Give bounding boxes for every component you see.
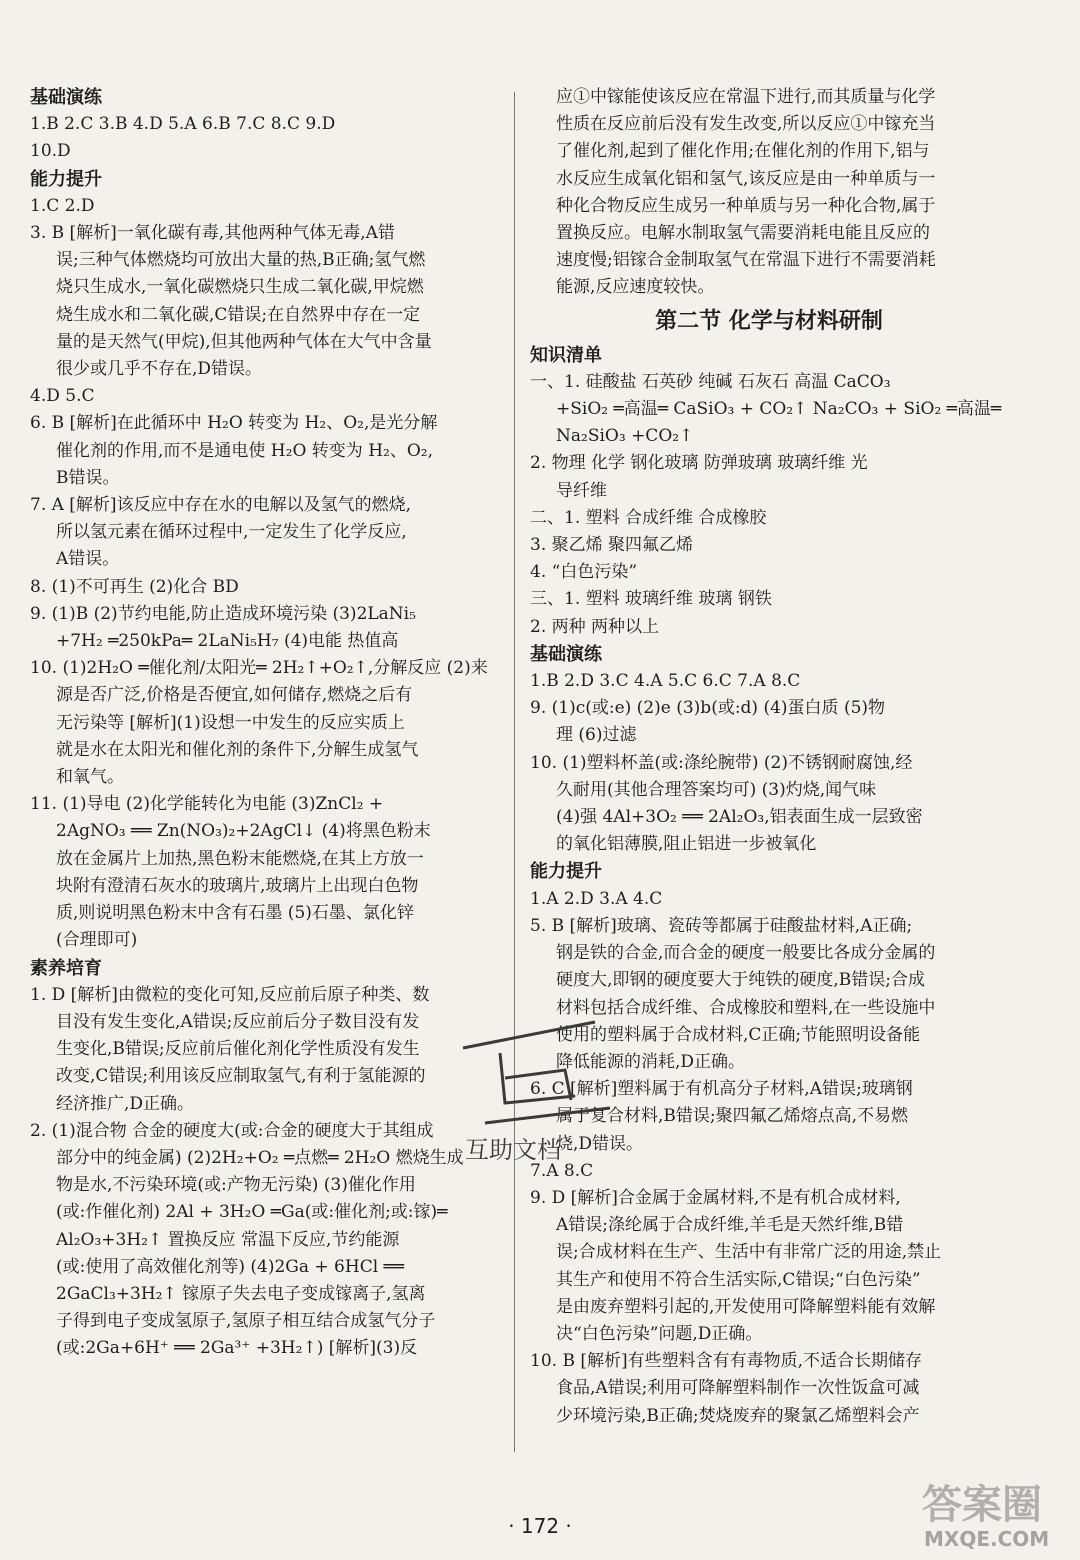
answer-line: 1.C 2.D xyxy=(30,195,95,216)
left-column xyxy=(30,84,500,1363)
answer-line: 性质在反应前后没有发生改变,所以反应①中镓充当 xyxy=(556,114,936,135)
answer-line: 1. D [解析]由微粒的变化可知,反应前后原子种类、数 xyxy=(30,984,430,1005)
answer-line: Na₂SiO₃ +CO₂↑ xyxy=(556,426,694,447)
answer-line: 理 (6)过滤 xyxy=(556,725,637,746)
answer-line: 食品,A错误;利用可降解塑料制作一次性饭盒可减 xyxy=(556,1378,920,1399)
answer-line: 7.A 8.C xyxy=(530,1160,594,1181)
right-column xyxy=(530,84,1008,1430)
answer-line: 4. “白色污染” xyxy=(530,562,638,583)
answer-line: 10. (1)塑料杯盖(或:涤纶腕带) (2)不锈钢耐腐蚀,经 xyxy=(530,752,913,773)
answer-line: 6. C [解析]塑料属于有机高分子材料,A错误;玻璃钢 xyxy=(530,1079,913,1100)
answer-line: 二、1. 塑料 合成纤维 合成橡胶 xyxy=(530,507,767,528)
answer-line: 2. 两种 两种以上 xyxy=(530,616,660,637)
answer-line: 的氧化铝薄膜,阻止铝进一步被氧化 xyxy=(556,834,817,855)
answer-line: 1.B 2.C 3.B 4.D 5.A 6.B 7.C 8.C 9.D xyxy=(30,114,336,135)
answer-line: 目没有发生变化,A错误;反应前后分子数目没有发 xyxy=(56,1011,420,1032)
answer-line: 无污染等 [解析](1)设想一中发生的反应实质上 xyxy=(56,712,405,733)
svg-text:MXQE.COM: MXQE.COM xyxy=(924,1527,1050,1551)
answer-line: 误;合成材料在生产、生活中有非常广泛的用途,禁止 xyxy=(556,1242,942,1263)
answer-line: 使用的塑料属于合成材料,C正确;节能照明设备能 xyxy=(556,1024,921,1045)
answer-line: 钢是铁的合金,而合金的硬度一般要比各成分金属的 xyxy=(556,943,936,964)
column-divider xyxy=(514,92,515,1452)
answer-line: (或:作催化剂) 2Al + 3H₂O ═Ga(或:催化剂;或:镓)═ xyxy=(56,1202,448,1223)
answer-line: 速度慢;铝镓合金制取氢气在常温下进行不需要消耗 xyxy=(556,250,936,271)
answer-line: 3. 聚乙烯 聚四氟乙烯 xyxy=(530,535,694,556)
answer-line: 烧,D错误。 xyxy=(556,1133,644,1154)
answer-line: 放在金属片上加热,黑色粉末能燃烧,在其上方放一 xyxy=(56,848,424,869)
answer-line: 属于复合材料,B错误;聚四氟乙烯熔点高,不易燃 xyxy=(556,1106,909,1127)
answer-line: 和氧气。 xyxy=(56,767,124,788)
answer-line: Al₂O₃+3H₂↑ 置换反应 常温下反应,节约能源 xyxy=(56,1229,400,1250)
answer-line: +SiO₂ ═高温═ CaSiO₃ + CO₂↑ Na₂CO₃ + SiO₂ ═高温═ xyxy=(556,399,1002,420)
answer-line: (4)强 4Al+3O₂ ══ 2Al₂O₃,铝表面生成一层致密 xyxy=(556,807,923,828)
answer-line: 2. (1)混合物 合金的硬度大(或:合金的硬度大于其组成 xyxy=(30,1120,434,1141)
answer-line: 经济推广,D正确。 xyxy=(56,1093,195,1114)
answer-line: B错误。 xyxy=(56,467,120,488)
answer-line: 种化合物反应生成另一种单质与另一种化合物,属于 xyxy=(556,195,936,216)
svg-text:答案圈: 答案圈 xyxy=(922,1482,1042,1528)
answer-line: (合理即可) xyxy=(56,930,138,951)
answer-line: 烧生成水和二氧化碳,C错误;在自然界中存在一定 xyxy=(56,304,421,325)
answer-line: 7. A [解析]该反应中存在水的电解以及氢气的燃烧, xyxy=(30,495,411,516)
answer-line: (或:2Ga+6H⁺ ══ 2Ga³⁺ +3H₂↑) [解析](3)反 xyxy=(56,1338,418,1359)
answer-line: 应①中镓能使该反应在常温下进行,而其质量与化学 xyxy=(556,87,936,107)
answer-line: 很少或几乎不存在,D错误。 xyxy=(56,359,263,380)
answer-line: 就是水在太阳光和催化剂的条件下,分解生成氢气 xyxy=(56,739,419,760)
answer-line: 误;三种气体燃烧均可放出大量的热,B正确;氢气燃 xyxy=(56,250,426,271)
answer-line: 10. (1)2H₂O ═催化剂/太阳光═ 2H₂↑+O₂↑,分解反应 (2)来 xyxy=(30,658,488,679)
answer-line: 其生产和使用不符合生活实际,C错误;“白色污染” xyxy=(556,1269,921,1290)
answer-line: 部分中的纯金属) (2)2H₂+O₂ ═点燃═ 2H₂O 燃烧生成 xyxy=(56,1147,464,1168)
answer-line: A错误。 xyxy=(56,549,120,570)
watermark-logo-icon xyxy=(912,1470,1072,1554)
answer-line: 材料包括合成纤维、合成橡胶和塑料,在一些设施中 xyxy=(556,997,936,1018)
answer-line: 能源,反应速度较快。 xyxy=(556,277,715,298)
answer-line: 块附有澄清石灰水的玻璃片,玻璃片上出现白色物 xyxy=(56,875,419,896)
answer-line: 导纤维 xyxy=(556,480,607,501)
answer-line: 1.B 2.D 3.C 4.A 5.C 6.C 7.A 8.C xyxy=(530,671,801,692)
answer-line: 所以氢元素在循环过程中,一定发生了化学反应, xyxy=(56,522,407,543)
answer-line: 2. 物理 化学 钢化玻璃 防弹玻璃 玻璃纤维 光 xyxy=(530,453,868,474)
section-heading: 素养培育 xyxy=(30,957,102,979)
answer-line: 久耐用(其他合理答案均可) (3)灼烧,闻气味 xyxy=(556,779,877,800)
answer-line: 9. (1)B (2)节约电能,防止造成环境污染 (3)2LaNi₅ xyxy=(30,603,416,624)
answer-line: 生变化,B错误;反应前后催化剂化学性质没有发生 xyxy=(56,1039,420,1060)
answer-line: 8. (1)不可再生 (2)化合 BD xyxy=(30,576,239,597)
answer-line: 源是否广泛,价格是否便宜,如何储存,燃烧之后有 xyxy=(56,685,413,706)
handwritten-stamp-icon xyxy=(445,1008,625,1168)
answer-line: (或:使用了高效催化剂等) (4)2Ga + 6HCl ══ xyxy=(56,1256,405,1277)
answer-line: 9. (1)c(或:e) (2)e (3)b(或:d) (4)蛋白质 (5)物 xyxy=(530,698,886,719)
answer-line: 5. B [解析]玻璃、瓷砖等都属于硅酸盐材料,A正确; xyxy=(530,915,913,936)
answer-line: 质,则说明黑色粉末中含有石墨 (5)石墨、氯化锌 xyxy=(56,903,414,924)
page-number: · 172 · xyxy=(508,1514,572,1538)
answer-line: 物是水,不污染环境(或:产物无污染) (3)催化作用 xyxy=(56,1175,416,1196)
answer-line: 10. B [解析]有些塑料含有有毒物质,不适合长期储存 xyxy=(530,1351,923,1372)
answer-line: 三、1. 塑料 玻璃纤维 玻璃 钢铁 xyxy=(530,589,772,610)
answer-line: 1.A 2.D 3.A 4.C xyxy=(530,888,663,909)
answer-line: 11. (1)导电 (2)化学能转化为电能 (3)ZnCl₂ + xyxy=(30,794,384,815)
answer-line: 4.D 5.C xyxy=(30,386,95,407)
section-heading: 知识清单 xyxy=(530,344,602,366)
answer-line: 硬度大,即钢的硬度要大于纯铁的硬度,B错误;合成 xyxy=(556,970,926,991)
section-heading: 能力提升 xyxy=(30,168,102,190)
answer-line: 是由废弃塑料引起的,开发使用可降解塑料能有效解 xyxy=(556,1296,936,1317)
answer-line: 3. B [解析]一氧化碳有毒,其他两种气体无毒,A错 xyxy=(30,223,395,244)
answer-line: 了催化剂,起到了催化作用;在催化剂的作用下,铝与 xyxy=(556,141,930,162)
answer-line: 2GaCl₃+3H₂↑ 镓原子失去电子变成镓离子,氢离 xyxy=(56,1283,426,1304)
answer-line: 一、1. 硅酸盐 石英砂 纯碱 石灰石 高温 CaCO₃ xyxy=(530,371,891,392)
answer-line: 少环境污染,B正确;焚烧废弃的聚氯乙烯塑料会产 xyxy=(556,1405,920,1426)
answer-line: +7H₂ ═250kPa═ 2LaNi₅H₇ (4)电能 热值高 xyxy=(56,631,399,652)
answer-line: 改变,C错误;利用该反应制取氢气,有利于氢能源的 xyxy=(56,1066,426,1087)
answer-line: 9. D [解析]合金属于金属材料,不是有机合成材料, xyxy=(530,1187,901,1208)
answer-line: 6. B [解析]在此循环中 H₂O 转变为 H₂、O₂,是光分解 xyxy=(30,413,438,434)
answer-line: A错误;涤纶属于合成纤维,羊毛是天然纤维,B错 xyxy=(556,1215,904,1236)
answer-line: 降低能源的消耗,D正确。 xyxy=(556,1051,746,1072)
answer-line: 量的是天然气(甲烷),但其他两种气体在大气中含量 xyxy=(56,331,432,352)
section-heading: 基础演练 xyxy=(530,643,602,665)
answer-line: 烧只生成水,一氧化碳燃烧只生成二氧化碳,甲烷燃 xyxy=(56,277,424,298)
answer-line: 决“白色污染”问题,D正确。 xyxy=(556,1323,763,1344)
answer-line: 10.D xyxy=(30,141,71,162)
section-heading: 基础演练 xyxy=(30,87,102,108)
answer-line: 催化剂的作用,而不是通电使 H₂O 转变为 H₂、O₂, xyxy=(56,440,433,461)
section-heading: 能力提升 xyxy=(530,861,602,883)
section-title: 第二节 化学与材料研制 xyxy=(655,308,883,334)
answer-line: 子得到电子变成氢原子,氢原子相互结合成氢气分子 xyxy=(56,1311,436,1332)
answer-line: 置换反应。电解水制取氢气需要消耗电能且反应的 xyxy=(556,223,930,244)
answer-line: 2AgNO₃ ══ Zn(NO₃)₂+2AgCl↓ (4)将黑色粉末 xyxy=(56,821,431,842)
svg-text:互助文档: 互助文档 xyxy=(465,1136,561,1164)
answer-line: 水反应生成氧化铝和氢气,该反应是由一种单质与一 xyxy=(556,168,936,189)
